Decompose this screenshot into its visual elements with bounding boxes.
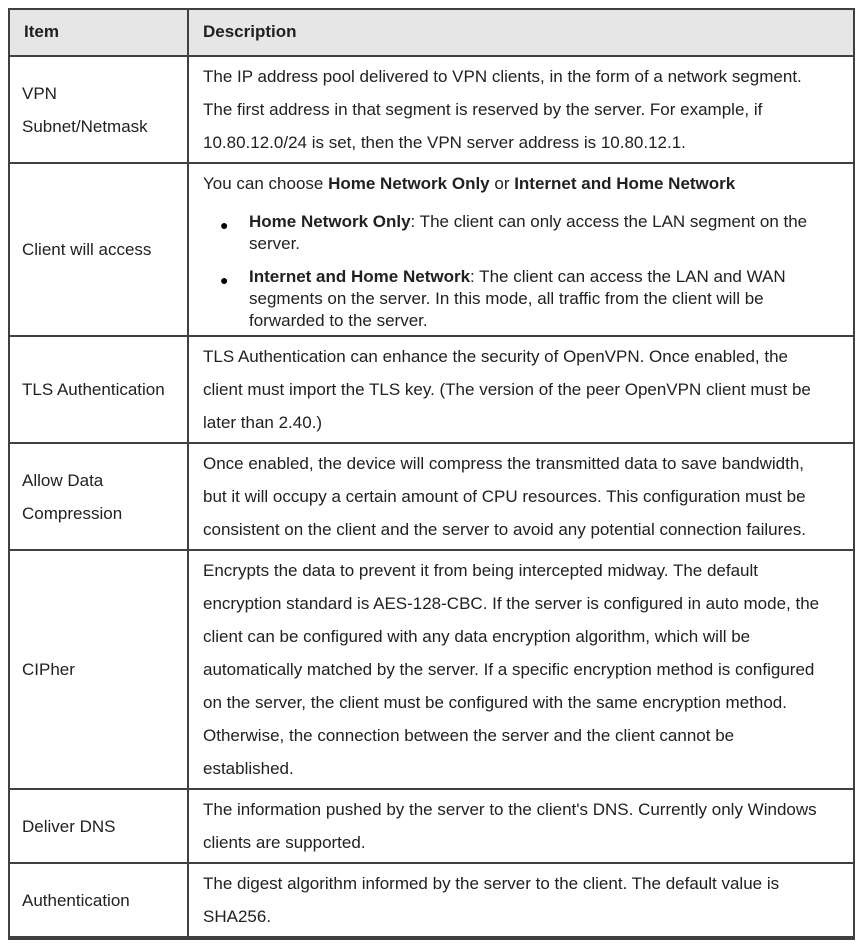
description-content: [203, 867, 825, 933]
paragraph: [203, 867, 825, 933]
item-label-line: Compression: [22, 503, 123, 523]
description-content: [203, 793, 825, 859]
item-label-line: Allow Data: [22, 470, 104, 490]
item-label-line: Authentication: [22, 890, 130, 910]
paragraph: [203, 60, 825, 159]
description-content: [203, 447, 825, 546]
settings-description-table: [8, 8, 855, 940]
table-row: [9, 336, 854, 443]
description-cell: [188, 56, 854, 163]
item-label-line: Subnet/Netmask: [22, 116, 148, 136]
bold-text-segment: Internet and Home Network: [249, 267, 471, 286]
column-header-description: Description: [188, 9, 854, 56]
description-cell: [188, 443, 854, 550]
description-cell: [188, 789, 854, 863]
item-label-line: Deliver DNS: [22, 816, 116, 836]
text-segment: You can choose: [203, 174, 329, 193]
description-cell: [188, 550, 854, 789]
item-cell: [9, 863, 188, 938]
description-content: [203, 340, 825, 439]
paragraph: [203, 447, 825, 546]
text-segment: The information pushed by the server to the client's DNS. Currently only Windows clients are supported.: [203, 800, 817, 852]
text-segment: Encrypts the data to prevent it from being intercepted midway. The default encryption standard is AES-128-CBC. If the server is configured in auto mode, the client can be configured with any data encryption algorithm, which will be automatically matched by the server. If a specific encryption method is configured on the server, the client must be configured with the same encryption method. Otherwise, the connection between the server and the client cannot be established.: [203, 561, 820, 778]
text-segment: The digest algorithm informed by the server to the client. The default value is SHA256.: [203, 874, 780, 926]
description-content: [203, 554, 825, 785]
table-row: [9, 163, 854, 336]
text-segment: TLS Authentication can enhance the security of OpenVPN. Once enabled, the client must import the TLS key. (The version of the peer OpenVPN client must be later than 2.40.): [203, 347, 811, 432]
description-content: [203, 60, 825, 159]
text-segment: Once enabled, the device will compress the transmitted data to save bandwidth, but it will occupy a certain amount of CPU resources. This configuration must be consistent on the client and the server to avoid any potential connection failures.: [203, 454, 806, 539]
item-label-line: Client will access: [22, 240, 152, 259]
bullet-icon: ●: [220, 217, 229, 233]
description-cell: [188, 336, 854, 443]
item-cell: [9, 336, 188, 443]
text-segment: : The client can only access the LAN segment on the server.: [249, 212, 808, 253]
item-label-line: CIPher: [22, 660, 75, 679]
item-cell: [9, 550, 188, 789]
paragraph: [203, 554, 825, 785]
paragraph: [203, 340, 825, 439]
description-content: [203, 167, 825, 332]
table-row: [9, 863, 854, 938]
bold-text-segment: Home Network Only: [328, 174, 490, 193]
bold-text-segment: Home Network Only: [249, 212, 411, 231]
paragraph: [203, 167, 825, 200]
item-label-line: VPN: [22, 83, 57, 103]
column-header-item: Item: [9, 9, 188, 56]
table-row: [9, 789, 854, 863]
text-segment: : The client can access the LAN and WAN segments on the server. In this mode, all traffic from the client will be forwarded to the server.: [249, 267, 786, 330]
bold-text-segment: Internet and Home Network: [514, 174, 736, 193]
item-cell: [9, 789, 188, 863]
description-cell: [188, 163, 854, 336]
item-cell: [9, 56, 188, 163]
bullet-item: [203, 211, 825, 255]
header-row: [9, 9, 854, 56]
paragraph: [203, 793, 825, 859]
table-body: [9, 56, 854, 938]
table-header: [9, 9, 854, 56]
table-row: [9, 443, 854, 550]
table-row: [9, 550, 854, 789]
item-cell: [9, 163, 188, 336]
bullet-icon: ●: [220, 272, 229, 288]
item-label-line: TLS Authentication: [22, 380, 165, 399]
item-cell: [9, 443, 188, 550]
table-row: [9, 56, 854, 163]
text-segment: The IP address pool delivered to VPN clients, in the form of a network segment. The first address in that segment is reserved by the server. For example, if 10.80.12.0/24 is set, then the VPN server address is 10.80.12.1.: [203, 67, 802, 152]
text-segment: or: [489, 174, 515, 193]
description-cell: [188, 863, 854, 938]
bullet-item: [203, 266, 825, 332]
